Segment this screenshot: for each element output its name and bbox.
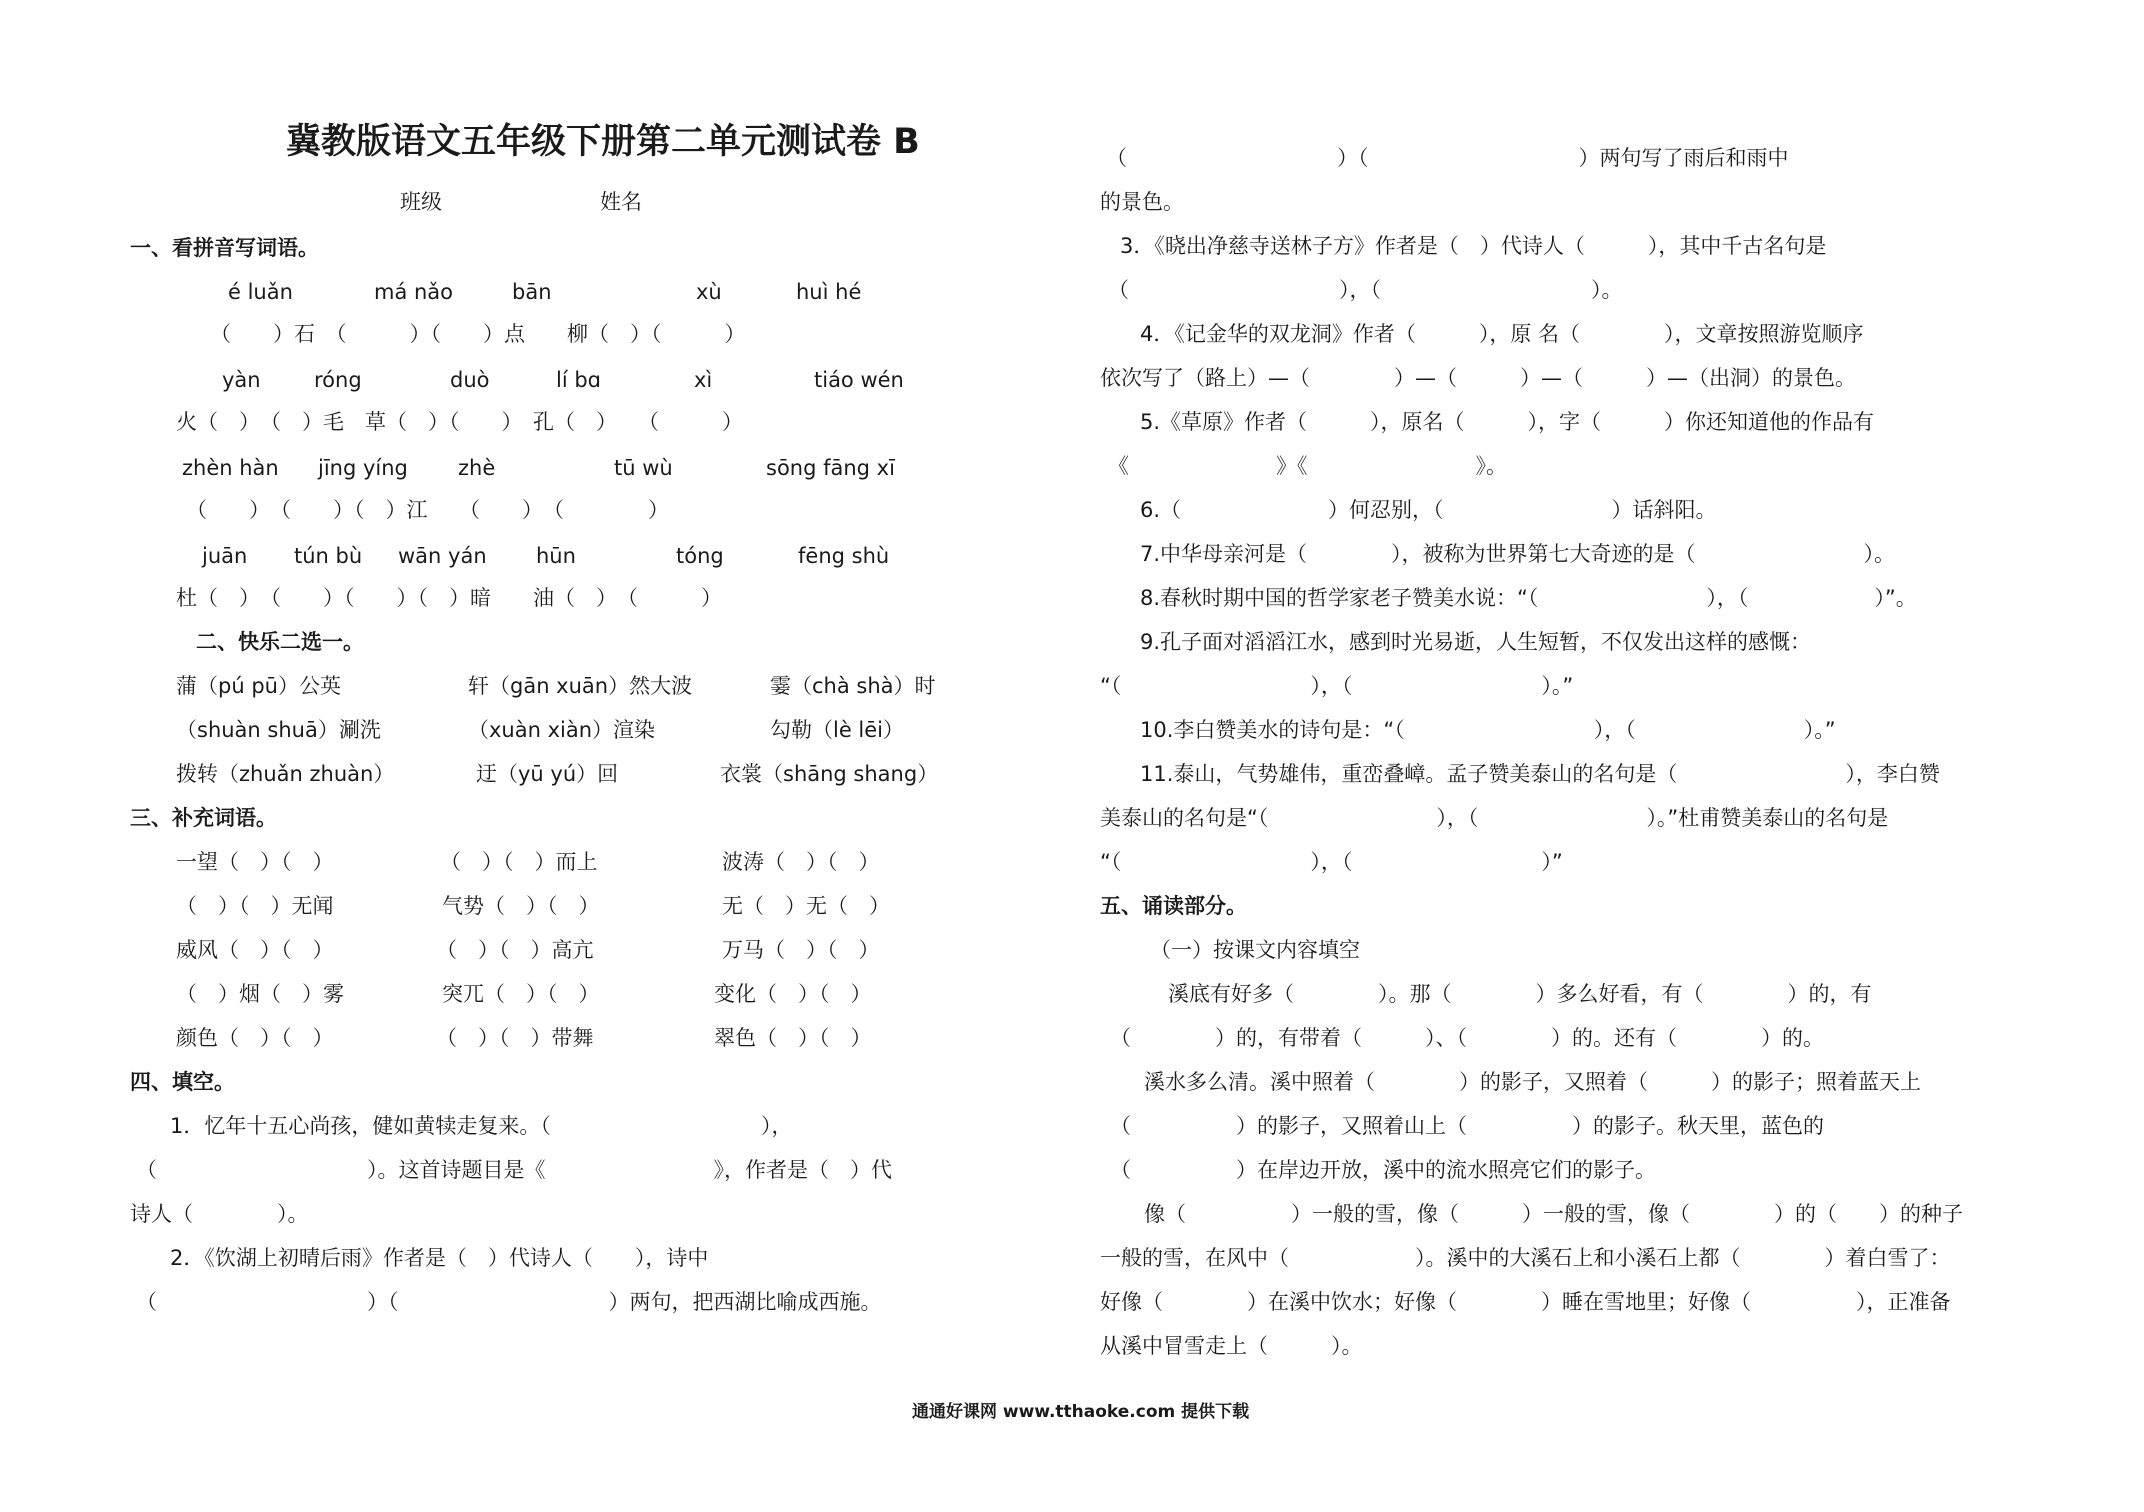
- class-label: 班级: [400, 190, 442, 214]
- choice-item: 勾勒（lè lēi）: [770, 718, 905, 742]
- passage-line: （ ）的，有带着（ ）、（ ）的。还有（ ）的。: [1110, 1026, 1824, 1050]
- pinyin: é luǎn: [228, 280, 293, 304]
- section-3-heading: 三、补充词语。: [130, 806, 277, 830]
- section-5-heading: 五、诵读部分。: [1100, 894, 1247, 918]
- pinyin: xì: [694, 368, 713, 392]
- pinyin: bān: [512, 280, 552, 304]
- pinyin: tiáo wén: [814, 368, 904, 392]
- fill-line: 8.春秋时期中国的哲学家老子赞美水说：“（ ），（ ）”。: [1140, 586, 1917, 610]
- fill-line: （ ）（ ）两句，把西湖比喻成西施。: [136, 1290, 882, 1314]
- idiom-item: （ ）（ ）而上: [440, 850, 598, 874]
- fill-line: 依次写了（路上）—（ ）—（ ）—（ ）—（出洞）的景色。: [1100, 366, 1856, 390]
- idiom-item: 万马（ ）（ ）: [722, 938, 880, 962]
- choice-item: 蒲（pú pū）公英: [176, 674, 341, 698]
- blank-row-3: （ ） （ ）（ ）江 （ ） （ ）: [186, 498, 669, 522]
- pinyin: yàn: [222, 368, 261, 392]
- pinyin: lí bɑ: [556, 368, 602, 392]
- name-label: 姓名: [600, 190, 642, 214]
- choice-item: 轩（gān xuān）然大波: [468, 674, 693, 698]
- idiom-item: 无（ ）无（ ）: [722, 894, 890, 918]
- pinyin: tū wù: [614, 456, 673, 480]
- footer-credit: 通通好课网 www.tthaoke.com 提供下载: [912, 1402, 1250, 1422]
- passage-line: 像（ ）一般的雪，像（ ）一般的雪，像（ ）的（ ）的种子: [1144, 1202, 1963, 1226]
- fill-line: 7.中华母亲河是（ ），被称为世界第七大奇迹的是（ ）。: [1140, 542, 1896, 566]
- pinyin: zhèn hàn: [182, 456, 279, 480]
- blank-row-2: 火（ ） （ ）毛 草（ ）（ ） 孔（ ） （ ）: [176, 410, 743, 434]
- fill-line: 11.泰山，气势雄伟，重峦叠嶂。孟子赞美泰山的名句是（ ），李白赞: [1140, 762, 1940, 786]
- fill-line: 1．忆年十五心尚孩，健如黄犊走复来。（ ），: [170, 1114, 793, 1138]
- idiom-item: （ ）（ ）高亢: [436, 938, 594, 962]
- choice-item: 霎（chà shà）时: [770, 674, 936, 698]
- section-4-heading: 四、填空。: [130, 1070, 235, 1094]
- fill-line: （ ），（ ）。: [1108, 278, 1623, 302]
- passage-line: （ ）的影子，又照着山上（ ）的影子。秋天里，蓝色的: [1110, 1114, 1824, 1138]
- fill-line: 诗人（ ）。: [130, 1202, 309, 1226]
- pinyin: sōng fāng xī: [766, 456, 895, 480]
- pinyin: duò: [450, 368, 490, 392]
- idiom-item: （ ）（ ）带舞: [436, 1026, 594, 1050]
- pinyin: hūn: [536, 544, 576, 568]
- passage-line: 溪底有好多（ ）。那（ ）多么好看，有（ ）的，有: [1168, 982, 1872, 1006]
- fill-line: 6.（ ）何忍别，（ ）话斜阳。: [1140, 498, 1717, 522]
- pinyin: xù: [696, 280, 722, 304]
- idiom-item: 波涛（ ）（ ）: [722, 850, 880, 874]
- fill-line: （ ）。这首诗题目是《 》，作者是（ ）代: [136, 1158, 892, 1182]
- fill-line: 《 》《 》。: [1108, 454, 1507, 478]
- section-1-heading: 一、看拼音写词语。: [130, 236, 319, 260]
- idiom-item: 变化（ ）（ ）: [714, 982, 872, 1006]
- pinyin: róng: [314, 368, 362, 392]
- fill-line: 9.孔子面对滔滔江水，感到时光易逝，人生短暂，不仅发出这样的感慨：: [1140, 630, 1812, 654]
- pinyin: fēng shù: [798, 544, 890, 568]
- passage-line: 溪水多么清。溪中照着（ ）的影子，又照着（ ）的影子；照着蓝天上: [1144, 1070, 1921, 1094]
- fill-line: 2．《饮湖上初晴后雨》作者是（ ）代诗人（ ），诗中: [170, 1246, 709, 1270]
- fill-line: 3．《晓出净慈寺送林子方》作者是（ ）代诗人（ ），其中千古名句是: [1120, 234, 1827, 258]
- pinyin: jīng yíng: [318, 456, 408, 480]
- idiom-item: 威风（ ）（ ）: [176, 938, 334, 962]
- passage-line: 从溪中冒雪走上（ ）。: [1100, 1334, 1363, 1358]
- fill-line: 4．《记金华的双龙洞》作者（ ），原 名（ ），文章按照游览顺序: [1140, 322, 1864, 346]
- choice-item: （shuàn shuā）涮洗: [176, 718, 381, 742]
- section-5-subheading: （一）按课文内容填空: [1150, 938, 1360, 962]
- idiom-item: 翠色（ ）（ ）: [714, 1026, 872, 1050]
- choice-item: 拨转（zhuǎn zhuàn）: [176, 762, 395, 786]
- idiom-item: （ ）烟（ ）雾: [176, 982, 344, 1006]
- blank-row-1: （ ）石 （ ）（ ）点 柳（ ）（ ）: [210, 322, 746, 346]
- pinyin: huì hé: [796, 280, 862, 304]
- fill-line: （ ）（ ）两句写了雨后和雨中: [1106, 146, 1789, 170]
- pinyin: zhè: [458, 456, 496, 480]
- pinyin: juān: [202, 544, 248, 568]
- fill-line: 5.《草原》作者（ ），原名（ ），字（ ）你还知道他的作品有: [1140, 410, 1875, 434]
- fill-line: 的景色。: [1100, 190, 1184, 214]
- idiom-item: 颜色（ ）（ ）: [176, 1026, 334, 1050]
- fill-line: 美泰山的名句是“（ ），（ ）。”杜甫赞美泰山的名句是: [1100, 806, 1889, 830]
- choice-item: （xuàn xiàn）渲染: [468, 718, 656, 742]
- idiom-item: （ ）（ ）无闻: [176, 894, 334, 918]
- pinyin: tóng: [676, 544, 724, 568]
- idiom-item: 一望（ ）（ ）: [176, 850, 334, 874]
- pinyin: wān yán: [398, 544, 487, 568]
- fill-line: 10.李白赞美水的诗句是：“（ ），（ ）。”: [1140, 718, 1836, 742]
- passage-line: 一般的雪，在风中（ ）。溪中的大溪石上和小溪石上都（ ）着白雪了：: [1100, 1246, 1951, 1270]
- fill-line: “（ ），（ ）。”: [1100, 674, 1574, 698]
- idiom-item: 突兀（ ）（ ）: [442, 982, 600, 1006]
- page-title: 冀教版语文五年级下册第二单元测试卷 B: [286, 122, 920, 162]
- pinyin: tún bù: [294, 544, 363, 568]
- idiom-item: 气势（ ）（ ）: [442, 894, 600, 918]
- section-2-heading: 二、快乐二选一。: [196, 630, 364, 654]
- pinyin: má nǎo: [374, 280, 454, 304]
- fill-line: “（ ），（ ）”: [1100, 850, 1563, 874]
- choice-item: 衣裳（shāng shang）: [720, 762, 939, 786]
- passage-line: 好像（ ）在溪中饮水；好像（ ）睡在雪地里；好像（ ），正准备: [1100, 1290, 1951, 1314]
- blank-row-4: 杜（ ） （ ）（ ）（ ）暗 油（ ） （ ）: [176, 586, 722, 610]
- choice-item: 迂（yū yú）回: [476, 762, 619, 786]
- passage-line: （ ）在岸边开放，溪中的流水照亮它们的影子。: [1110, 1158, 1656, 1182]
